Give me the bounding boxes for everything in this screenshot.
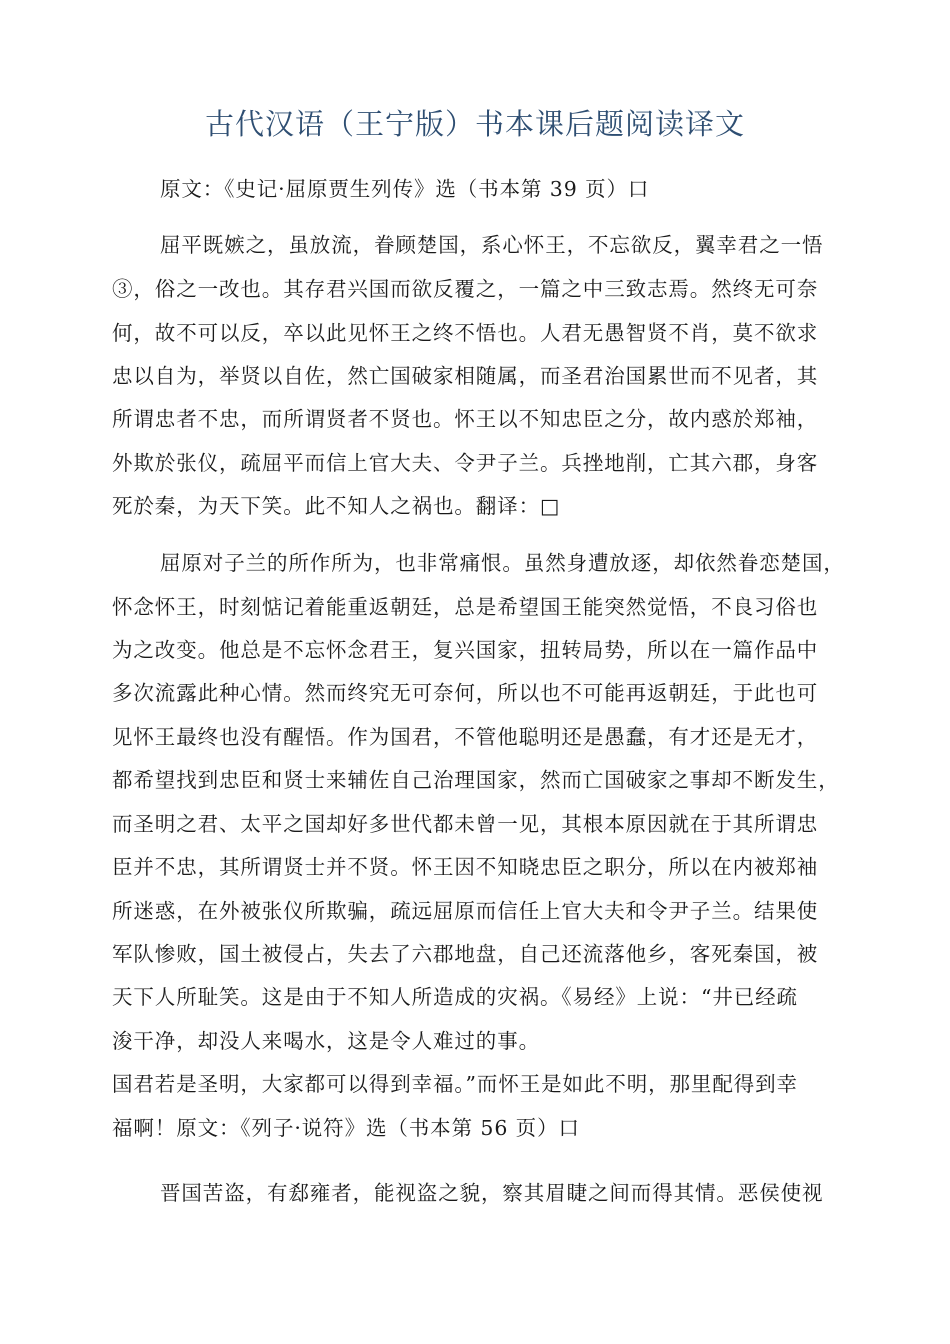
text-line: 天下人所耻笑。这是由于不知人所造成的灾祸。《易经》上说：“井已经疏 [112, 985, 798, 1009]
source-citation-liezi: 福啊！原文：《列子·说符》选（书本第 56 页）口 [112, 1116, 580, 1140]
text-line: 死於秦，为天下笑。此不知人之祸也。翻译：□ [112, 494, 561, 518]
text-line: 浚干净，却没人来喝水，这是令人难过的事。 [112, 1029, 540, 1053]
document-title: 古代汉语（王宁版）书本课后题阅读译文 [204, 107, 745, 141]
text-line: 臣并不忠，其所谓贤士并不贤。怀王因不知晓忠臣之职分，所以在内被郑袖 [112, 855, 819, 879]
text-line: 何，故不可以反，卒以此见怀王之终不悟也。人君无愚智贤不肖，莫不欲求 [112, 321, 819, 345]
text-line: 都希望找到忠臣和贤士来辅佐自己治理国家，然而亡国破家之事却不断发生， [112, 768, 840, 792]
text-line: 所谓忠者不忠，而所谓贤者不贤也。怀王以不知忠臣之分，故内惑於郑袖， [112, 407, 819, 431]
text-line: 屈原对子兰的所作所为，也非常痛恨。虽然身遭放逐，却依然眷恋楚国， [160, 551, 845, 575]
text-line: 所迷惑，在外被张仪所欺骗，疏远屈原而信任上官大夫和令尹子兰。结果使 [112, 899, 819, 923]
text-line: 军队惨败，国土被侵占，失去了六郡地盘，自己还流落他乡，客死秦国，被 [112, 942, 819, 966]
next-paragraph-line: 晋国苦盗，有郄雍者，能视盗之貌，察其眉睫之间而得其情。恶侯使视 [160, 1181, 824, 1205]
text-line: ③，俗之一改也。其存君兴国而欲反覆之，一篇之中三致志焉。然终无可奈 [112, 277, 819, 301]
source-citation-shiji: 原文：《史记·屈原贾生列传》选（书本第 39 页）口 [160, 177, 650, 201]
text-line: 屈平既嫉之，虽放流，眷顾楚国，系心怀王，不忘欲反，翼幸君之一悟 [160, 233, 824, 257]
text-line: 外欺於张仪，疏屈平而信上官大夫、令尹子兰。兵挫地削，亡其六郡，身客 [112, 451, 819, 475]
text-line: 而圣明之君、太平之国却好多世代都未曾一见，其根本原因就在于其所谓忠 [112, 812, 819, 836]
text-line: 国君若是圣明，大家都可以得到幸福。”而怀王是如此不明，那里配得到幸 [112, 1072, 798, 1096]
text-line: 多次流露此种心情。然而终究无可奈何，所以也不可能再返朝廷，于此也可 [112, 681, 819, 705]
text-line: 怀念怀王，时刻惦记着能重返朝廷，总是希望国王能突然觉悟，不良习俗也 [112, 595, 819, 619]
text-line: 见怀王最终也没有醒悟。作为国君，不管他聪明还是愚蠢，有才还是无才， [112, 725, 819, 749]
text-line: 忠以自为，举贤以自佐，然亡国破家相随属，而圣君治国累世而不见者，其 [112, 364, 819, 388]
text-line: 为之改变。他总是不忘怀念君王，复兴国家，扭转局势，所以在一篇作品中 [112, 638, 819, 662]
